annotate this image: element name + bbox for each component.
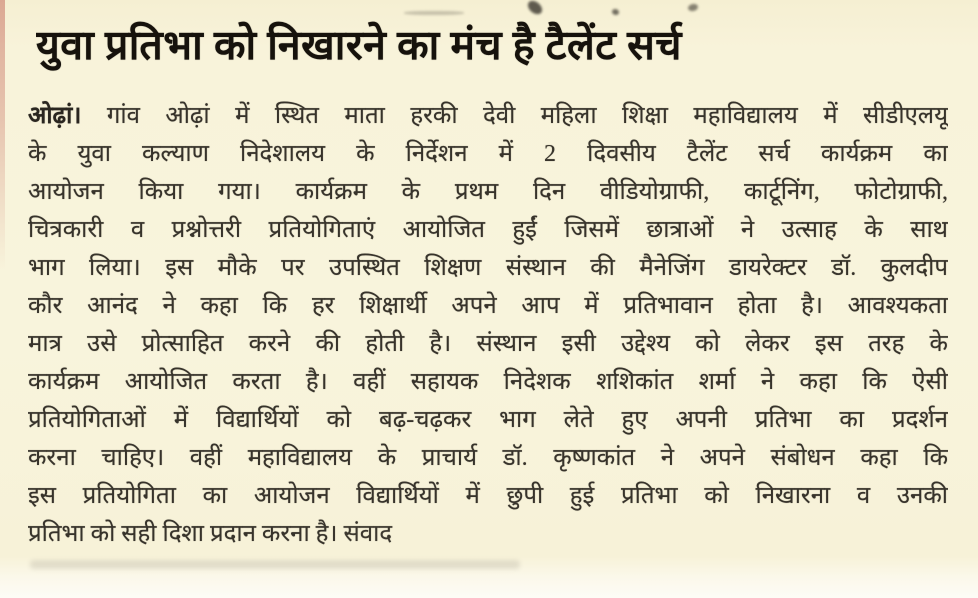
article-line-10: करना चाहिए। वहीं महाविद्यालय के प्राचार्य डॉ. कृष्णकांत ने अपने संबोधन कहा कि — [28, 445, 948, 471]
article-line-8: कार्यक्रम आयोजित करता है। वहीं सहायक निदेशक शशिकांत शर्मा ने कहा कि ऐसी — [28, 369, 948, 395]
article-headline: युवा प्रतिभा को निखारने का मंच है टैलेंट सर्च — [36, 22, 682, 68]
line-text: गांव ओढ़ां में स्थित माता हरकी देवी महिला शिक्षा महाविद्यालय में सीडीएलयू — [106, 103, 948, 129]
scan-edge-tint — [0, 0, 5, 270]
article-line-1 — [28, 97, 948, 135]
article-line-3: आयोजन किया गया। कार्यक्रम के प्रथम दिन वीडियोग्राफी, कार्टूनिंग, फोटोग्राफी, — [28, 179, 948, 205]
scan-ghost-smudge — [30, 560, 520, 569]
article-line-7: मात्र उसे प्रोत्साहित करने की होती है। संस्थान इसी उद्देश्य को लेकर इस तरह के — [28, 331, 948, 357]
article-line-11: इस प्रतियोगिता का आयोजन विद्यार्थियों में छुपी हुई प्रतिभा को निखारना व उनकी — [28, 483, 948, 509]
reporter-credit: संवाद — [343, 521, 393, 547]
scan-artifact — [687, 3, 699, 13]
article-line-5: भाग लिया। इस मौके पर उपस्थित शिक्षण संस्थान की मैनेजिंग डायरेक्टर डॉ. कुलदीप — [28, 255, 948, 281]
article-line-12 — [28, 515, 948, 553]
article-line-4: चित्रकारी व प्रश्नोत्तरी प्रतियोगिताएं आयोजित हुईं जिसमें छात्राओं ने उत्साह के साथ — [28, 217, 948, 243]
article-line-6: कौर आनंद ने कहा कि हर शिक्षार्थी अपने आप में प्रतिभावान होता है। आवश्यकता — [28, 293, 948, 319]
dateline: ओढ़ां। — [28, 103, 82, 129]
article-line-2: के युवा कल्याण निदेशालय के निर्देशन में 2 दिवसीय टैलेंट सर्च कार्यक्रम का — [28, 141, 948, 167]
article-line-9: प्रतियोगिताओं में विद्यार्थियों को बढ़-चढ़कर भाग लेते हुए अपनी प्रतिभा का प्रदर्शन — [28, 407, 948, 433]
line-text: प्रतिभा को सही दिशा प्रदान करना है। — [28, 521, 338, 547]
article-body — [28, 97, 948, 553]
